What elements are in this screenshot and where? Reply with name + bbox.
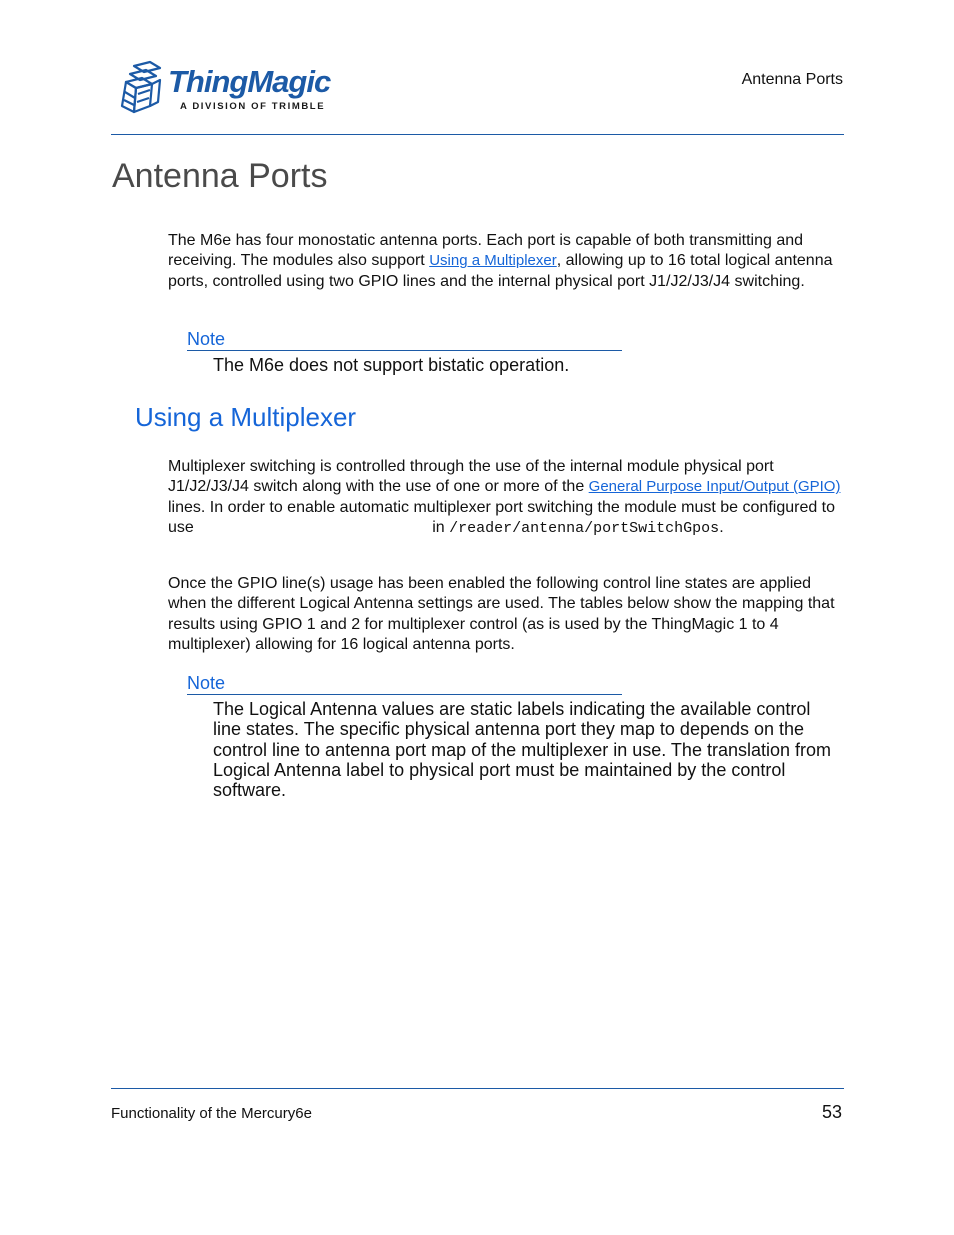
- using-multiplexer-link[interactable]: Using a Multiplexer: [429, 252, 557, 270]
- logo-wordmark: ThingMagic: [168, 64, 331, 99]
- intro-paragraph: [168, 231, 848, 292]
- intro-text-1: The M6e has four monostatic antenna ports. Each port is capable of both transmitting and receiving. The modules also support: [168, 232, 804, 270]
- note-label: Note: [187, 673, 622, 695]
- cube-logo-icon: [116, 58, 170, 122]
- gpio-states-paragraph: Once the GPIO line(s) usage has been enabled the following control line states are applied when the different Logical Antenna settings are used. The tables below show the mapping that results using GPIO 1 and 2 for multiplexer control (as is used by the ThingMagic 1 to 4 multiplexer) allowing for 16 logical antenna ports.: [168, 575, 835, 653]
- note-text: The M6e does not support bistatic operation.: [213, 355, 570, 375]
- footer-rule: [111, 1088, 844, 1089]
- multiplexer-paragraph: [168, 457, 848, 539]
- header-rule: [111, 134, 844, 135]
- page-number: 53: [821, 1102, 842, 1122]
- gpio-link[interactable]: General Purpose Input/Output (GPIO): [588, 478, 841, 496]
- running-header: Antenna Ports: [741, 71, 843, 88]
- note-label: Note: [187, 329, 622, 351]
- param-path-code: /reader/antenna/portSwitchGpos: [449, 519, 720, 537]
- footer-doc-title: Functionality of the Mercury6e: [111, 1105, 312, 1122]
- page-title: Antenna Ports: [112, 157, 328, 195]
- section-title: Using a Multiplexer: [135, 402, 357, 432]
- intro-text-2: , allowing up to 16 total logical antenna ports, controlled using two GPIO lines and the internal physical port J1/J2/J3/J4 switching.: [168, 252, 833, 290]
- logo-tagline: A DIVISION OF TRIMBLE: [180, 101, 326, 112]
- note-text: The Logical Antenna values are static labels indicating the available control line states. The specific physical antenna port they map to depends on the control line to antenna port map of the multiplexer in use. The translation from Logical Antenna label to physical port must be maintained by the control software.: [213, 699, 832, 801]
- mux-text-2: lines. In order to enable automatic multiplexer port switching the module must be configured to use: [168, 498, 836, 536]
- thingmagic-logo: [116, 58, 331, 122]
- mux-text-3: in: [427, 518, 450, 536]
- mux-text-1: Multiplexer switching is controlled through the use of the internal module physical port J1/J2/J3/J4 switch along with the use of one or more of the: [168, 458, 774, 496]
- mux-text-4: .: [719, 518, 724, 536]
